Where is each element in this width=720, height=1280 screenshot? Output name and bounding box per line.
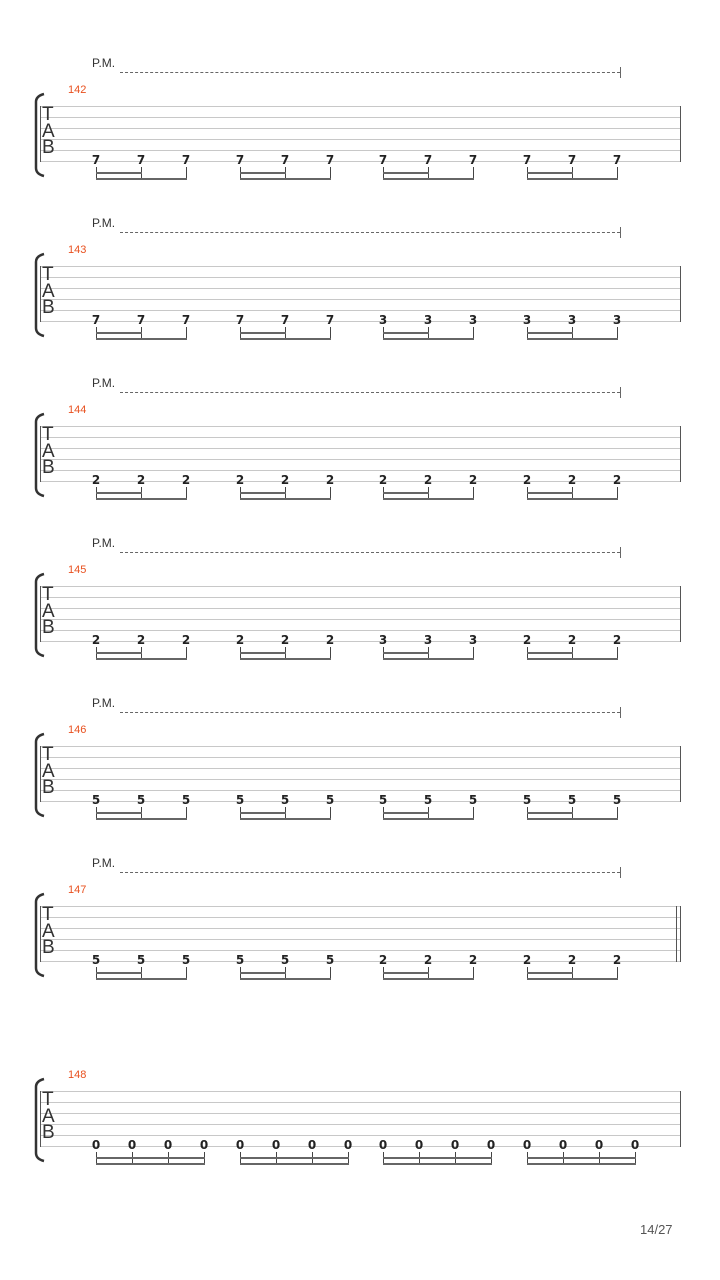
beam-primary	[383, 1163, 492, 1165]
fret-number: 2	[235, 473, 245, 487]
staff-line	[40, 310, 681, 311]
beam-primary	[96, 338, 187, 340]
palm-mute-end-tick	[620, 547, 621, 558]
staff-line	[40, 906, 681, 907]
tab-clef-letter: B	[42, 457, 55, 478]
beam-primary	[240, 498, 331, 500]
beam-primary	[96, 818, 187, 820]
palm-mute-end-tick	[620, 707, 621, 718]
fret-number: 5	[280, 793, 290, 807]
fret-number: 5	[325, 953, 335, 967]
staff-line	[40, 266, 681, 267]
fret-number: 2	[325, 473, 335, 487]
fret-number: 2	[181, 473, 191, 487]
measure-number: 146	[68, 724, 87, 736]
fret-number: 7	[91, 313, 101, 327]
beam-secondary	[527, 652, 573, 654]
fret-number: 7	[235, 153, 245, 167]
fret-number: 5	[567, 793, 577, 807]
fret-number: 7	[280, 153, 290, 167]
beam-secondary	[383, 172, 429, 174]
staff-line	[40, 790, 681, 791]
palm-mute-line	[120, 232, 620, 233]
measure-number: 148	[68, 1069, 87, 1081]
beam-primary	[240, 1163, 349, 1165]
staff-line	[40, 939, 681, 940]
fret-number: 2	[136, 473, 146, 487]
beam-primary	[96, 178, 187, 180]
beam-secondary	[96, 972, 142, 974]
fret-number: 0	[271, 1138, 281, 1152]
beam-secondary	[527, 172, 573, 174]
tab-clef-letter: A	[42, 760, 55, 782]
tab-system	[0, 695, 720, 820]
fret-number: 3	[612, 313, 622, 327]
fret-number: 0	[414, 1138, 424, 1152]
tab-clef-letter: B	[42, 937, 55, 958]
fret-number: 3	[468, 633, 478, 647]
beam-secondary	[527, 812, 573, 814]
tab-clef-letter: T	[42, 744, 54, 765]
staff-line	[40, 1091, 681, 1092]
staff-line	[40, 437, 681, 438]
staff-line	[40, 619, 681, 620]
staff-line	[40, 277, 681, 278]
palm-mute-label: P.M.	[92, 856, 116, 870]
staff-line	[40, 470, 681, 471]
staff-line	[40, 597, 681, 598]
tab-clef	[42, 424, 55, 478]
beam-secondary	[240, 332, 286, 334]
page-number: 14/27	[640, 1222, 673, 1237]
fret-number: 2	[378, 473, 388, 487]
beam-primary	[383, 338, 474, 340]
beam-primary	[527, 978, 618, 980]
barline-double	[676, 906, 677, 962]
tab-clef-letter: T	[42, 104, 54, 125]
palm-mute-line	[120, 72, 620, 73]
tab-clef-letter: T	[42, 264, 54, 285]
beam-secondary	[527, 492, 573, 494]
beam-secondary	[383, 652, 429, 654]
fret-number: 7	[181, 153, 191, 167]
palm-mute-label: P.M.	[92, 216, 116, 230]
measure-number: 142	[68, 84, 87, 96]
fret-number: 0	[91, 1138, 101, 1152]
fret-number: 2	[612, 953, 622, 967]
palm-mute-line	[120, 392, 620, 393]
tab-clef	[42, 584, 55, 638]
staff-line	[40, 608, 681, 609]
fret-number: 2	[612, 473, 622, 487]
fret-number: 2	[325, 633, 335, 647]
beam-secondary	[240, 172, 286, 174]
fret-number: 2	[567, 953, 577, 967]
beam-secondary	[383, 972, 429, 974]
beam-secondary	[96, 652, 142, 654]
beam-secondary	[240, 812, 286, 814]
staff-line	[40, 950, 681, 951]
fret-number: 5	[136, 793, 146, 807]
beam-primary	[240, 818, 331, 820]
staff-line	[40, 757, 681, 758]
tab-clef-letter: B	[42, 1122, 55, 1143]
fret-number: 5	[423, 793, 433, 807]
fret-number: 7	[280, 313, 290, 327]
barline-right	[680, 1091, 681, 1147]
tab-system	[0, 535, 720, 660]
beam-secondary	[96, 812, 142, 814]
beam-secondary	[383, 332, 429, 334]
fret-number: 0	[630, 1138, 640, 1152]
fret-number: 0	[235, 1138, 245, 1152]
fret-number: 5	[612, 793, 622, 807]
beam-primary	[527, 338, 618, 340]
beam-secondary	[383, 1157, 492, 1159]
fret-number: 2	[280, 633, 290, 647]
fret-number: 7	[378, 153, 388, 167]
tab-system	[0, 1040, 720, 1165]
beam-secondary	[240, 492, 286, 494]
fret-number: 2	[567, 473, 577, 487]
tab-clef	[42, 104, 55, 158]
tab-clef-letter: B	[42, 297, 55, 318]
fret-number: 3	[378, 633, 388, 647]
fret-number: 7	[325, 153, 335, 167]
palm-mute-label: P.M.	[92, 376, 116, 390]
beam-primary	[96, 1163, 205, 1165]
fret-number: 0	[307, 1138, 317, 1152]
fret-number: 7	[235, 313, 245, 327]
beam-secondary	[96, 1157, 205, 1159]
fret-number: 2	[235, 633, 245, 647]
fret-number: 5	[522, 793, 532, 807]
beam-secondary	[383, 492, 429, 494]
staff-line	[40, 928, 681, 929]
fret-number: 5	[136, 953, 146, 967]
measure-number: 145	[68, 564, 87, 576]
fret-number: 0	[199, 1138, 209, 1152]
tab-clef-letter: A	[42, 1105, 55, 1127]
staff-line	[40, 426, 681, 427]
tab-clef-letter: T	[42, 424, 54, 445]
fret-number: 3	[423, 633, 433, 647]
tab-clef	[42, 1089, 55, 1143]
fret-number: 5	[235, 953, 245, 967]
fret-number: 5	[378, 793, 388, 807]
beam-primary	[383, 178, 474, 180]
tab-clef-letter: A	[42, 280, 55, 302]
measure-number: 144	[68, 404, 87, 416]
staff-line	[40, 288, 681, 289]
staff-line	[40, 779, 681, 780]
beam-primary	[240, 658, 331, 660]
beam-secondary	[240, 1157, 349, 1159]
palm-mute-line	[120, 712, 620, 713]
palm-mute-end-tick	[620, 227, 621, 238]
beam-secondary	[240, 972, 286, 974]
fret-number: 5	[280, 953, 290, 967]
fret-number: 7	[136, 313, 146, 327]
fret-number: 3	[567, 313, 577, 327]
palm-mute-label: P.M.	[92, 56, 116, 70]
palm-mute-line	[120, 872, 620, 873]
tab-clef	[42, 904, 55, 958]
staff-line	[40, 1124, 681, 1125]
palm-mute-end-tick	[620, 867, 621, 878]
fret-number: 5	[181, 953, 191, 967]
barline-right	[680, 746, 681, 802]
staff-line	[40, 586, 681, 587]
fret-number: 7	[468, 153, 478, 167]
tab-clef-letter: A	[42, 920, 55, 942]
fret-number: 5	[91, 793, 101, 807]
fret-number: 2	[522, 473, 532, 487]
barline-right	[680, 266, 681, 322]
fret-number: 7	[136, 153, 146, 167]
beam-primary	[240, 178, 331, 180]
tab-clef	[42, 744, 55, 798]
barline-right	[680, 906, 681, 962]
beam-secondary	[96, 172, 142, 174]
fret-number: 5	[325, 793, 335, 807]
beam-primary	[383, 658, 474, 660]
palm-mute-end-tick	[620, 67, 621, 78]
tab-clef-letter: B	[42, 137, 55, 158]
fret-number: 7	[423, 153, 433, 167]
fret-number: 2	[567, 633, 577, 647]
staff-line	[40, 128, 681, 129]
fret-number: 0	[486, 1138, 496, 1152]
fret-number: 5	[91, 953, 101, 967]
staff-line	[40, 448, 681, 449]
fret-number: 2	[91, 633, 101, 647]
fret-number: 7	[612, 153, 622, 167]
fret-number: 0	[163, 1138, 173, 1152]
fret-number: 2	[423, 473, 433, 487]
beam-primary	[527, 658, 618, 660]
beam-primary	[240, 338, 331, 340]
tab-system	[0, 855, 720, 980]
beam-primary	[96, 498, 187, 500]
fret-number: 3	[378, 313, 388, 327]
beam-primary	[383, 978, 474, 980]
fret-number: 7	[91, 153, 101, 167]
palm-mute-end-tick	[620, 387, 621, 398]
fret-number: 5	[181, 793, 191, 807]
fret-number: 2	[280, 473, 290, 487]
barline-right	[680, 426, 681, 482]
fret-number: 0	[522, 1138, 532, 1152]
staff-line	[40, 768, 681, 769]
tab-system	[0, 375, 720, 500]
fret-number: 2	[612, 633, 622, 647]
staff-line	[40, 139, 681, 140]
beam-secondary	[240, 652, 286, 654]
barline-right	[680, 106, 681, 162]
fret-number: 2	[468, 473, 478, 487]
staff-line	[40, 917, 681, 918]
staff-line	[40, 117, 681, 118]
tab-clef-letter: A	[42, 440, 55, 462]
fret-number: 7	[325, 313, 335, 327]
measure-number: 147	[68, 884, 87, 896]
staff-line	[40, 1135, 681, 1136]
fret-number: 0	[343, 1138, 353, 1152]
tab-clef	[42, 264, 55, 318]
staff-line	[40, 106, 681, 107]
beam-primary	[96, 658, 187, 660]
fret-number: 0	[558, 1138, 568, 1152]
staff-line	[40, 630, 681, 631]
staff-line	[40, 746, 681, 747]
fret-number: 0	[378, 1138, 388, 1152]
beam-primary	[96, 978, 187, 980]
fret-number: 0	[450, 1138, 460, 1152]
beam-primary	[527, 178, 618, 180]
staff-line	[40, 1102, 681, 1103]
tab-clef-letter: T	[42, 1089, 54, 1110]
beam-secondary	[96, 492, 142, 494]
measure-number: 143	[68, 244, 87, 256]
fret-number: 3	[468, 313, 478, 327]
fret-number: 2	[468, 953, 478, 967]
fret-number: 2	[522, 633, 532, 647]
beam-secondary	[527, 972, 573, 974]
staff-line	[40, 459, 681, 460]
fret-number: 7	[522, 153, 532, 167]
beam-secondary	[527, 1157, 636, 1159]
palm-mute-label: P.M.	[92, 536, 116, 550]
fret-number: 5	[235, 793, 245, 807]
fret-number: 0	[594, 1138, 604, 1152]
fret-number: 5	[468, 793, 478, 807]
tab-clef-letter: A	[42, 120, 55, 142]
fret-number: 3	[423, 313, 433, 327]
beam-primary	[240, 978, 331, 980]
staff-line	[40, 299, 681, 300]
fret-number: 2	[136, 633, 146, 647]
fret-number: 2	[423, 953, 433, 967]
tab-clef-letter: A	[42, 600, 55, 622]
staff-line	[40, 150, 681, 151]
tab-system	[0, 215, 720, 340]
tab-clef-letter: T	[42, 584, 54, 605]
beam-primary	[383, 498, 474, 500]
staff-line	[40, 1113, 681, 1114]
fret-number: 7	[181, 313, 191, 327]
palm-mute-line	[120, 552, 620, 553]
fret-number: 3	[522, 313, 532, 327]
fret-number: 0	[127, 1138, 137, 1152]
tab-system	[0, 55, 720, 180]
palm-mute-label: P.M.	[92, 696, 116, 710]
fret-number: 7	[567, 153, 577, 167]
fret-number: 2	[91, 473, 101, 487]
beam-secondary	[96, 332, 142, 334]
fret-number: 2	[522, 953, 532, 967]
tab-clef-letter: B	[42, 617, 55, 638]
fret-number: 2	[181, 633, 191, 647]
tab-clef-letter: T	[42, 904, 54, 925]
beam-primary	[527, 498, 618, 500]
barline-right	[680, 586, 681, 642]
tab-clef-letter: B	[42, 777, 55, 798]
fret-number: 2	[378, 953, 388, 967]
beam-primary	[527, 818, 618, 820]
beam-secondary	[527, 332, 573, 334]
beam-primary	[527, 1163, 636, 1165]
beam-primary	[383, 818, 474, 820]
beam-secondary	[383, 812, 429, 814]
